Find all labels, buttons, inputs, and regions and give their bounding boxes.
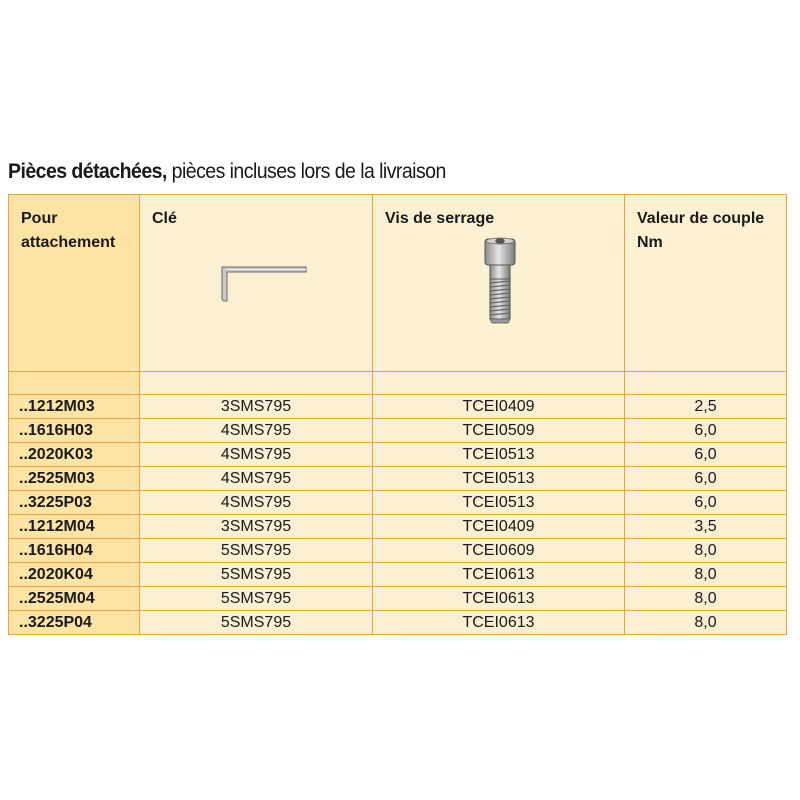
cell-torque: 8,0 xyxy=(625,563,787,587)
header-screw xyxy=(373,195,625,372)
table-row xyxy=(9,563,787,587)
cell-torque: 6,0 xyxy=(625,491,787,515)
cell-key: 3SMS795 xyxy=(140,515,373,539)
cell-key: 4SMS795 xyxy=(140,491,373,515)
cell-screw: TCEI0613 xyxy=(373,611,625,635)
cell-key: 3SMS795 xyxy=(140,395,373,419)
header-attachment xyxy=(9,195,140,372)
cell-attachment: ..2020K04 xyxy=(9,563,140,587)
table-row xyxy=(9,443,787,467)
table-row xyxy=(9,515,787,539)
header-key xyxy=(140,195,373,372)
socket-head-screw-icon xyxy=(475,237,525,333)
cell-key: 4SMS795 xyxy=(140,419,373,443)
header-row xyxy=(9,195,787,372)
title-bold: Pièces détachées, xyxy=(8,160,167,183)
cell-torque: 8,0 xyxy=(625,611,787,635)
hex-key-icon xyxy=(218,266,308,302)
cell-screw: TCEI0609 xyxy=(373,539,625,563)
cell-key: 5SMS795 xyxy=(140,539,373,563)
header-key-label: Clé xyxy=(152,210,177,227)
cell-torque: 6,0 xyxy=(625,419,787,443)
cell-attachment: ..2525M03 xyxy=(9,467,140,491)
cell-torque: 3,5 xyxy=(625,515,787,539)
cell-key: 5SMS795 xyxy=(140,563,373,587)
cell-attachment: ..2020K03 xyxy=(9,443,140,467)
table-row xyxy=(9,395,787,419)
cell-attachment: ..1616H04 xyxy=(9,539,140,563)
cell-attachment: ..3225P03 xyxy=(9,491,140,515)
header-attachment-line1: Pour xyxy=(21,210,58,227)
cell-screw: TCEI0513 xyxy=(373,491,625,515)
cell-screw: TCEI0513 xyxy=(373,467,625,491)
cell-key: 4SMS795 xyxy=(140,443,373,467)
cell-torque: 2,5 xyxy=(625,395,787,419)
spacer-row xyxy=(9,372,787,395)
cell-torque: 6,0 xyxy=(625,443,787,467)
table-row xyxy=(9,491,787,515)
cell-key: 5SMS795 xyxy=(140,611,373,635)
header-torque-line1: Valeur de couple xyxy=(637,210,765,227)
cell-torque: 8,0 xyxy=(625,587,787,611)
cell-screw: TCEI0509 xyxy=(373,419,625,443)
cell-screw: TCEI0409 xyxy=(373,395,625,419)
header-attachment-line2: attachement xyxy=(21,234,116,251)
table-row xyxy=(9,419,787,443)
cell-key: 4SMS795 xyxy=(140,467,373,491)
table-row xyxy=(9,611,787,635)
cell-screw: TCEI0613 xyxy=(373,587,625,611)
cell-screw: TCEI0513 xyxy=(373,443,625,467)
header-torque-line2: Nm xyxy=(637,234,663,251)
cell-key: 5SMS795 xyxy=(140,587,373,611)
page-title xyxy=(8,160,446,184)
table-row xyxy=(9,467,787,491)
cell-attachment: ..2525M04 xyxy=(9,587,140,611)
header-torque xyxy=(625,195,787,372)
cell-screw: TCEI0613 xyxy=(373,563,625,587)
spare-parts-table xyxy=(8,194,787,635)
cell-torque: 8,0 xyxy=(625,539,787,563)
cell-attachment: ..1616H03 xyxy=(9,419,140,443)
cell-attachment: ..3225P04 xyxy=(9,611,140,635)
title-rest: pièces incluses lors de la livraison xyxy=(166,160,446,183)
table-row xyxy=(9,539,787,563)
cell-attachment: ..1212M03 xyxy=(9,395,140,419)
cell-torque: 6,0 xyxy=(625,467,787,491)
header-screw-label: Vis de serrage xyxy=(385,210,495,227)
table-row xyxy=(9,587,787,611)
table-body xyxy=(9,395,787,635)
cell-screw: TCEI0409 xyxy=(373,515,625,539)
cell-attachment: ..1212M04 xyxy=(9,515,140,539)
